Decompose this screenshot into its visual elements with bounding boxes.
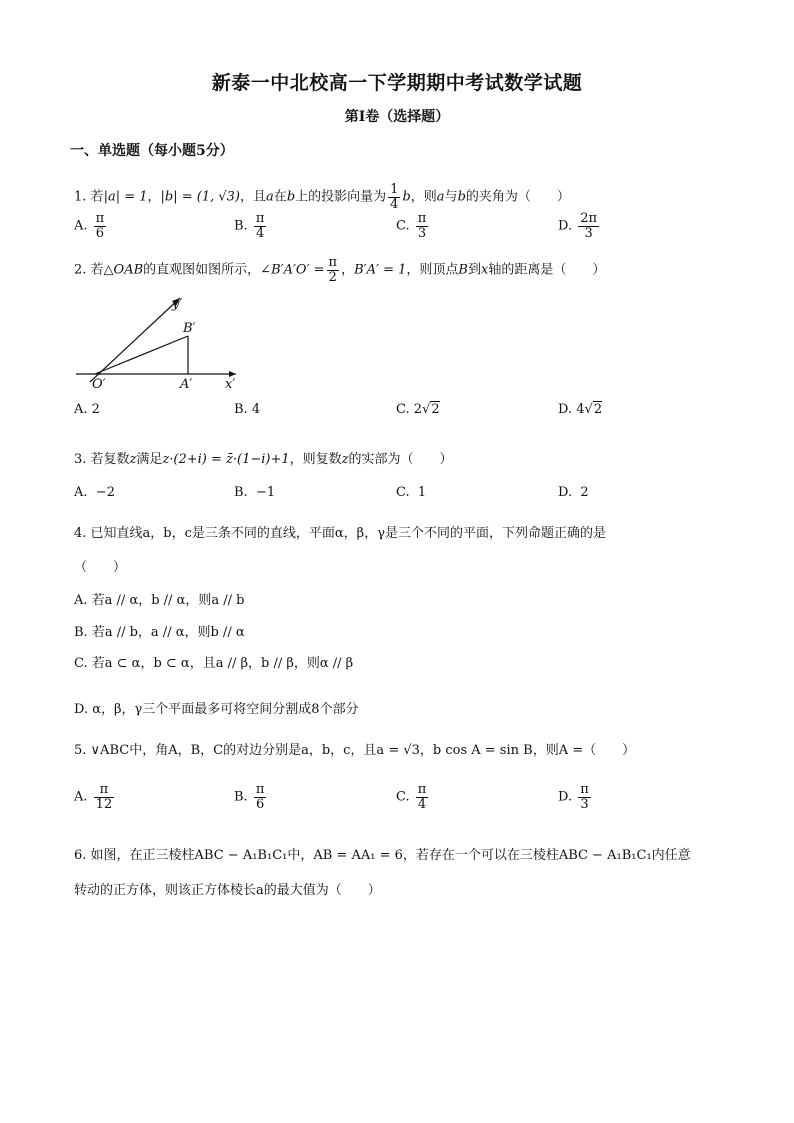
option-c[interactable]: C. $\frac{\pi}{3}$ bbox=[396, 211, 427, 241]
label-y: y′ bbox=[172, 297, 183, 312]
option-d[interactable]: D. 4√2 bbox=[558, 402, 603, 417]
option-b[interactable]: B. $\frac{\pi}{6}$ bbox=[234, 782, 265, 812]
option-c[interactable]: C. $\frac{\pi}{4}$ bbox=[396, 782, 427, 812]
option-d[interactable]: D. α，β，γ三个平面最多可将空间分割成8个部分 bbox=[74, 702, 359, 717]
option-b[interactable]: B. $\frac{\pi}{4}$ bbox=[234, 211, 265, 241]
question-number: 3. bbox=[74, 452, 87, 467]
label-a: A′ bbox=[180, 377, 193, 390]
option-a[interactable]: A. 若a // α，b // α，则a // b bbox=[74, 593, 245, 608]
option-d[interactable]: D. $\frac{\pi}{3}$ bbox=[558, 782, 589, 812]
page-title: 新泰一中北校高一下学期期中考试数学试题 bbox=[211, 72, 583, 94]
option-d[interactable]: D. 2 bbox=[558, 485, 589, 500]
math-a-norm: |a| = 1 bbox=[103, 189, 148, 205]
y-axis bbox=[90, 297, 183, 382]
question-3: 3. 若复数z满足z·(2+i) = z̄·(1−i)+1，则复数z的实部为（ ） bbox=[74, 452, 453, 467]
option-c[interactable]: C. 1 bbox=[396, 485, 427, 500]
option-b[interactable]: B. 4 bbox=[234, 402, 261, 417]
question-4: 4. 已知直线a，b，c是三条不同的直线，平面α，β，γ是三个不同的平面，下列命题正确的是 bbox=[74, 526, 606, 541]
label-x: x′ bbox=[225, 377, 236, 390]
question-number: 6. bbox=[74, 848, 87, 863]
question-number: 2. bbox=[74, 262, 87, 278]
label-b: B′ bbox=[183, 321, 196, 336]
question-number: 1. bbox=[74, 189, 87, 205]
question-6-continued: 转动的正方体，则该正方体棱长a的最大值为（ ） bbox=[74, 883, 381, 898]
part-title: 第Ⅰ卷（选择题） bbox=[344, 109, 450, 125]
option-a[interactable]: A. $\frac{\pi}{12}$ bbox=[74, 782, 113, 812]
option-a[interactable]: A. −2 bbox=[74, 485, 115, 500]
label-o: O′ bbox=[92, 377, 106, 390]
question-5: 5. ∨ABC中，角A，B，C的对边分别是a，b，c，且a = √3，b cos A = sin B，则A =（ ） bbox=[74, 743, 636, 758]
option-c[interactable]: C. 若a ⊂ α，b ⊂ α，且a // β，b // β，则α // β bbox=[74, 656, 354, 671]
question-4-continued: （ ） bbox=[74, 560, 127, 575]
option-a[interactable]: A. $\frac{\pi}{6}$ bbox=[74, 211, 105, 241]
question-1: 1. 若|a| = 1，|b| = (1, √3)，且a在b上的投影向量为 $\frac{1}{4}$ b，则a与b的夹角为（ ） bbox=[74, 182, 570, 212]
fraction: $\frac{1}{4}$ bbox=[390, 182, 399, 212]
option-b[interactable]: B. 若a // b，a // α，则b // α bbox=[74, 625, 245, 640]
option-c[interactable]: C. 2√2 bbox=[396, 402, 440, 417]
math-b-vector: |b| = (1, √3) bbox=[160, 189, 241, 205]
option-b[interactable]: B. −1 bbox=[234, 485, 276, 500]
oblique-projection-figure bbox=[68, 290, 248, 390]
question-number: 4. bbox=[74, 526, 87, 541]
option-a[interactable]: A. 2 bbox=[74, 402, 100, 417]
question-number: 5. bbox=[74, 743, 87, 758]
section-heading: 一、单选题（每小题5分） bbox=[70, 143, 234, 159]
question-2: 2. 若△OAB的直观图如图所示，∠B′A′O′ = $\frac{\pi}{2}$ ，B′A′ = 1，则顶点B到x轴的距离是（ ） bbox=[74, 255, 606, 285]
question-6: 6. 如图，在正三棱柱ABC − A₁B₁C₁中，AB = AA₁ = 6，若存在一个可以在三棱柱ABC − A₁B₁C₁内任意 bbox=[74, 848, 691, 863]
segment-o-b bbox=[95, 336, 188, 374]
option-d[interactable]: D. $\frac{2\pi}{3}$ bbox=[558, 211, 598, 241]
